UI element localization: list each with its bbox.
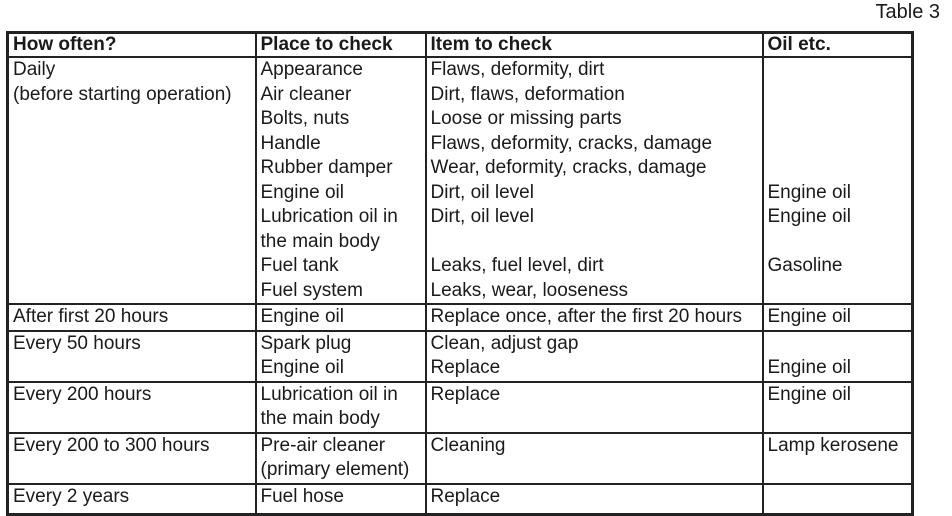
cell-line	[431, 230, 758, 255]
oil-cell	[763, 57, 913, 304]
cell-line: Handle	[260, 132, 321, 154]
cell-line	[768, 132, 908, 157]
how-often-cell	[8, 57, 256, 304]
cell-line: Lamp kerosene	[767, 434, 899, 456]
header-oil: Oil etc.	[763, 33, 913, 58]
cell-line	[768, 230, 908, 255]
cell-line: Air cleaner	[260, 83, 352, 105]
cell-line	[768, 332, 908, 357]
cell-line	[768, 58, 908, 83]
how-often-cell	[8, 484, 256, 515]
cell-line: Engine oil	[767, 206, 851, 227]
oil-cell	[763, 484, 913, 515]
cell-line: Engine oil	[260, 357, 344, 378]
cell-line: Pre-air cleaner	[260, 434, 386, 456]
oil-cell	[763, 331, 913, 382]
table-header-row	[8, 33, 913, 58]
cell-line: Leaks, wear, looseness	[430, 279, 629, 301]
cell-line: Rubber damper	[260, 157, 393, 178]
cell-line: Flaws, deformity, dirt	[430, 59, 605, 80]
cell-line: Bolts, nuts	[260, 108, 350, 129]
cell-line: the main body	[260, 408, 380, 429]
how-often-cell	[8, 331, 256, 382]
table-body	[8, 57, 913, 514]
table-row	[8, 331, 913, 382]
item-cell	[426, 304, 763, 331]
cell-line: Replace	[430, 485, 501, 507]
place-cell	[256, 304, 426, 331]
item-cell	[426, 382, 763, 433]
header-place-to-check: Place to check	[256, 33, 426, 58]
oil-cell	[763, 433, 913, 484]
table-caption: Table 3	[875, 1, 940, 23]
how-often-cell	[8, 433, 256, 484]
item-cell	[426, 331, 763, 382]
cell-line: Lubrication oil in	[260, 383, 398, 405]
item-cell	[426, 57, 763, 304]
cell-line: Flaws, deformity, cracks, damage	[430, 132, 713, 154]
cell-line: Engine oil	[767, 306, 851, 327]
cell-line: Every 2 years	[13, 485, 130, 507]
place-cell	[256, 331, 426, 382]
cell-line: Fuel hose	[260, 485, 344, 507]
cell-line: Engine oil	[260, 306, 344, 327]
cell-line: (before starting operation)	[13, 83, 232, 105]
cell-line: Engine oil	[260, 181, 344, 203]
cell-line: Daily	[13, 59, 56, 80]
cell-line: the main body	[260, 230, 380, 252]
table-row	[8, 57, 913, 304]
cell-line: Gasoline	[767, 255, 843, 276]
cell-line	[768, 156, 908, 181]
place-cell	[256, 433, 426, 484]
cell-line: After first 20 hours	[13, 306, 169, 327]
cell-line: Cleaning	[430, 434, 506, 456]
header-how-often: How often?	[8, 33, 256, 58]
table-row	[8, 433, 913, 484]
item-cell	[426, 484, 763, 515]
cell-line	[768, 83, 908, 108]
maintenance-table	[6, 31, 914, 516]
place-cell	[256, 57, 426, 304]
cell-line: Replace	[430, 383, 501, 405]
cell-line	[768, 485, 908, 510]
cell-line: Wear, deformity, cracks, damage	[430, 157, 707, 178]
cell-line: Every 200 to 300 hours	[13, 434, 210, 456]
cell-line: Appearance	[260, 59, 363, 80]
table-row	[8, 304, 913, 331]
how-often-cell	[8, 382, 256, 433]
oil-cell	[763, 382, 913, 433]
cell-line: Fuel system	[260, 279, 363, 301]
cell-line: Engine oil	[767, 383, 851, 405]
cell-line: Engine oil	[767, 357, 851, 378]
cell-line	[768, 107, 908, 132]
cell-line: Loose or missing parts	[430, 108, 622, 129]
cell-line	[768, 279, 908, 304]
cell-line: Dirt, flaws, deformation	[430, 83, 625, 105]
cell-line: Clean, adjust gap	[430, 332, 579, 354]
how-often-cell	[8, 304, 256, 331]
cell-line: Dirt, oil level	[430, 206, 534, 227]
cell-line: (primary element)	[260, 459, 410, 480]
oil-cell	[763, 304, 913, 331]
table-row	[8, 382, 913, 433]
place-cell	[256, 484, 426, 515]
cell-line: Every 50 hours	[13, 332, 141, 354]
cell-line: Lubrication oil in	[260, 206, 398, 227]
cell-line: Engine oil	[767, 181, 851, 203]
cell-line: Dirt, oil level	[430, 181, 534, 203]
cell-line: Replace	[430, 357, 501, 378]
cell-line: Spark plug	[260, 332, 352, 354]
cell-line: Leaks, fuel level, dirt	[430, 255, 604, 276]
item-cell	[426, 433, 763, 484]
cell-line: Every 200 hours	[13, 383, 152, 405]
cell-line: Fuel tank	[260, 255, 339, 276]
table-row	[8, 484, 913, 515]
header-item-to-check: Item to check	[426, 33, 763, 58]
cell-line: Replace once, after the first 20 hours	[430, 306, 743, 327]
place-cell	[256, 382, 426, 433]
